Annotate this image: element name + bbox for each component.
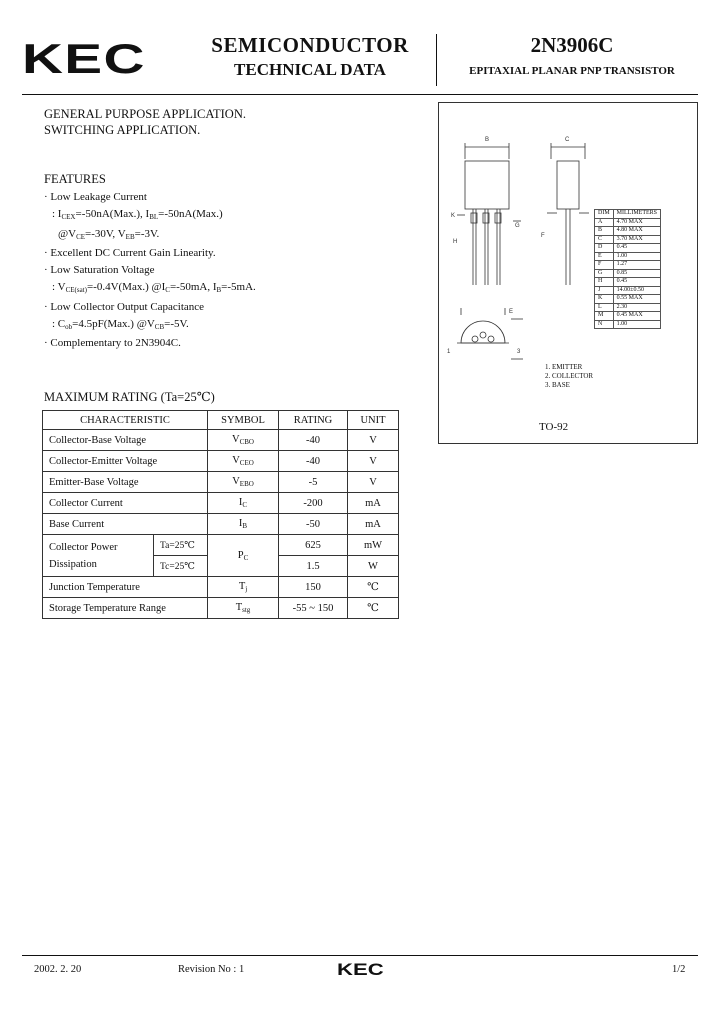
dim-value: 4.70 MAX — [613, 218, 660, 227]
cell-rating: -40 — [279, 451, 348, 472]
kec-logo: KEC — [22, 35, 146, 82]
table-row — [43, 514, 399, 535]
svg-text:K: K — [451, 213, 456, 219]
cell-rating: -40 — [279, 430, 348, 451]
cell-char: Junction Temperature — [43, 577, 208, 598]
pin-emitter: 1. EMITTER — [545, 363, 583, 371]
feature-line: · Complementary to 2N3904C. — [44, 337, 181, 350]
table-row — [43, 472, 399, 493]
cell-rating: -50 — [279, 514, 348, 535]
cell-symbol: $I_B$ — [208, 514, 279, 535]
part-number: 2N3906C — [530, 33, 614, 57]
dim-value: 1.27 — [613, 261, 660, 270]
dim-key: E — [595, 252, 614, 261]
svg-text:F: F — [541, 233, 545, 239]
dim-key: C — [595, 235, 614, 244]
svg-text:B: B — [485, 137, 490, 143]
features-list — [44, 189, 256, 352]
col-header: SYMBOL — [208, 411, 279, 430]
dim-value: 14.00±0.50 — [613, 286, 660, 295]
feature-line: : $I_{CEX}=-50nA(Max.)$, $I_{BL}=-50nA(Max.)$ — [52, 207, 223, 221]
dim-key: D — [595, 244, 614, 253]
dim-key: F — [595, 261, 614, 270]
cell-condition: Tc=25℃ — [154, 556, 208, 577]
pin-base: 3. BASE — [545, 381, 570, 389]
max-rating-title: MAXIMUM RATING (Ta=25℃) — [44, 390, 215, 404]
cell-unit: W — [348, 556, 399, 577]
feature-line: : $C_{ob}=4.5pF(Max.)$ $@V_{CB}=-5V$. — [52, 317, 189, 331]
cell-unit: V — [348, 451, 399, 472]
footer-page: 1/2 — [672, 964, 686, 975]
feature-line: · Low Saturation Voltage — [44, 264, 155, 277]
footer-logo: KEC — [337, 960, 384, 979]
power-label-2: Dissipation — [49, 558, 97, 570]
table-row — [43, 535, 399, 556]
dim-value: 1.00 — [613, 252, 660, 261]
dim-value: 0.55 MAX — [613, 295, 660, 304]
cell-char: Collector-Base Voltage — [43, 430, 208, 451]
table-row — [43, 451, 399, 472]
dim-key: A — [595, 218, 614, 227]
dim-header: MILLIMETERS — [613, 210, 660, 219]
table-row — [43, 430, 399, 451]
dim-value: 0.45 — [613, 244, 660, 253]
cell-symbol: $V_{CEO}$ — [208, 451, 279, 472]
pin-collector: 2. COLLECTOR — [545, 372, 594, 380]
cell-rating: -55 ~ 150 — [279, 598, 348, 619]
svg-text:E: E — [509, 309, 514, 315]
cell-symbol: $T_{stg}$ — [208, 598, 279, 619]
application-general: GENERAL PURPOSE APPLICATION. — [44, 107, 246, 121]
dim-key: B — [595, 227, 614, 236]
cell-rating: 150 — [279, 577, 348, 598]
dim-key: N — [595, 320, 614, 329]
header-divider — [436, 34, 437, 86]
dim-value: 0.45 MAX — [613, 312, 660, 321]
cell-unit: mW — [348, 535, 399, 556]
semiconductor-title: SEMICONDUCTOR — [211, 33, 409, 57]
cell-rating: 1.5 — [279, 556, 348, 577]
cell-unit: V — [348, 430, 399, 451]
svg-text:1: 1 — [447, 349, 451, 355]
dim-value: 0.85 — [613, 269, 660, 278]
application-switching: SWITCHING APPLICATION. — [44, 123, 201, 137]
feature-line: · Low Leakage Current — [44, 191, 147, 203]
cell-unit: mA — [348, 514, 399, 535]
cell-symbol: $V_{EBO}$ — [208, 472, 279, 493]
cell-rating: -5 — [279, 472, 348, 493]
col-header: CHARACTERISTIC — [43, 411, 208, 430]
cell-char: Collector-Emitter Voltage — [43, 451, 208, 472]
cell-unit: mA — [348, 493, 399, 514]
footer-date: 2002. 2. 20 — [34, 964, 82, 975]
dim-key: M — [595, 312, 614, 321]
power-label-1: Collector Power — [49, 541, 118, 553]
cell-symbol: $I_C$ — [208, 493, 279, 514]
cell-unit: V — [348, 472, 399, 493]
table-row — [43, 493, 399, 514]
dim-key: G — [595, 269, 614, 278]
feature-line: : $V_{CE(sat)}=-0.4V(Max.)$ $@I_C=-50mA$, $I_B=-5mA$. — [52, 280, 256, 294]
cell-char: Collector Current — [43, 493, 208, 514]
feature-line: · Low Collector Output Capacitance — [44, 300, 205, 313]
cell-unit: ℃ — [348, 577, 399, 598]
dim-value: 4.80 MAX — [613, 227, 660, 236]
col-header: UNIT — [348, 411, 399, 430]
header-rule — [22, 94, 698, 95]
dim-value: 3.70 MAX — [613, 235, 660, 244]
svg-text:3: 3 — [517, 349, 521, 355]
dim-key: K — [595, 295, 614, 304]
footer-revision: Revision No : 1 — [178, 964, 245, 975]
dim-value: 1.00 — [613, 320, 660, 329]
table-row — [43, 598, 399, 619]
max-rating-table — [42, 410, 399, 619]
svg-text:C: C — [565, 137, 570, 143]
feature-line: $@V_{CE}=-30V$, $V_{EB}=-3V$. — [58, 227, 160, 241]
package-name: TO-92 — [539, 421, 569, 433]
cell-char: Emitter-Base Voltage — [43, 472, 208, 493]
technical-data-title: TECHNICAL DATA — [234, 60, 386, 79]
cell-char: Storage Temperature Range — [43, 598, 208, 619]
cell-rating: -200 — [279, 493, 348, 514]
col-header: RATING — [279, 411, 348, 430]
device-description: EPITAXIAL PLANAR PNP TRANSISTOR — [469, 65, 675, 77]
cell-symbol: $T_j$ — [208, 577, 279, 598]
cell-char — [43, 535, 154, 577]
dim-header: DIM — [595, 210, 614, 219]
dim-value: 0.45 — [613, 278, 660, 287]
features-title: FEATURES — [44, 172, 106, 186]
cell-symbol: $P_C$ — [208, 535, 279, 577]
cell-char: Base Current — [43, 514, 208, 535]
footer-rule — [22, 955, 698, 956]
dim-value: 2.30 — [613, 303, 660, 312]
pin-legend — [545, 363, 593, 390]
dim-key: H — [595, 278, 614, 287]
table-row — [43, 577, 399, 598]
dim-key: L — [595, 303, 614, 312]
cell-symbol: $V_{CBO}$ — [208, 430, 279, 451]
svg-text:H: H — [453, 239, 458, 245]
cell-rating: 625 — [279, 535, 348, 556]
feature-line: · Excellent DC Current Gain Linearity. — [44, 247, 216, 260]
dimension-table — [594, 209, 661, 329]
cell-condition: Ta=25℃ — [154, 535, 208, 556]
cell-unit: ℃ — [348, 598, 399, 619]
dim-key: J — [595, 286, 614, 295]
svg-text:G: G — [515, 223, 520, 229]
table-header-row — [43, 411, 399, 430]
